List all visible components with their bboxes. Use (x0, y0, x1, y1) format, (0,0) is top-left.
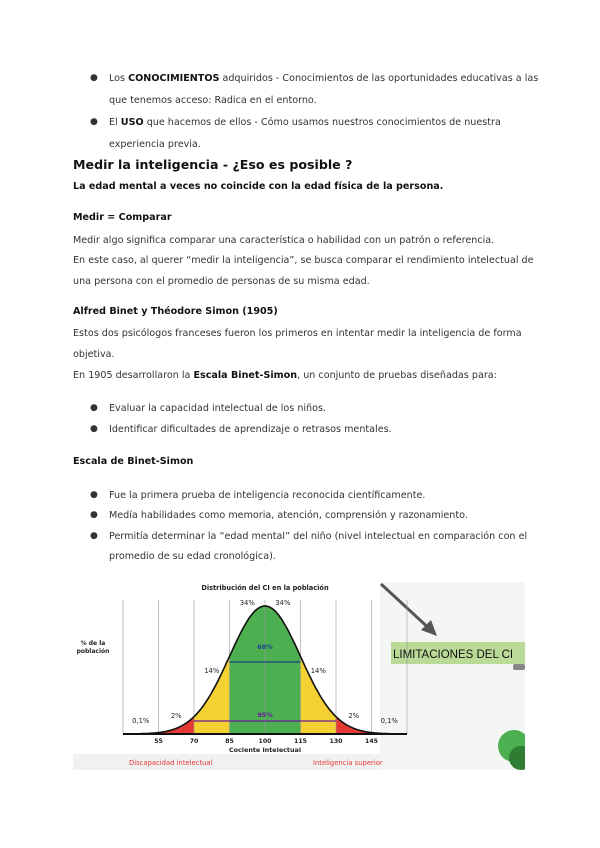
x-tick-label: 70 (189, 738, 199, 745)
bullet-dot: ● (90, 531, 98, 541)
annotation-68: 68% (257, 643, 273, 651)
band-percentage-label: 34% (239, 599, 255, 607)
scale-bullet-1: Fue la primera prueba de inteligencia reconocida científicamente. (109, 490, 426, 501)
scale-heading: Escala de Binet-Simon (73, 456, 194, 467)
x-tick-label: 55 (154, 738, 163, 745)
measure-line-2: En este caso, al querer “medir la inteligencia”, se busca comparar el rendimiento intelectual de (73, 255, 534, 266)
binet-heading: Alfred Binet y Théodore Simon (1905) (73, 306, 278, 317)
x-tick-label: 85 (225, 738, 234, 745)
list1-item-1-cont: que tenemos acceso: Radica en el entorno. (109, 95, 317, 106)
binet-bullet-1: Evaluar la capacidad intelectual de los niños. (109, 403, 327, 414)
chart-title: Distribución del CI en la población (201, 584, 329, 592)
scale-bullet-3-cont: promedio de su edad cronológica). (109, 551, 276, 562)
side-scroll-tab (513, 664, 525, 670)
measure-line-3: una persona con el promedio de personas de su misma edad. (73, 276, 370, 287)
band-percentage-label: 14% (310, 667, 326, 675)
scale-bullet-3: Permitía determinar la “edad mental” del niño (nivel intelectual en comparación con el (109, 531, 528, 542)
band-percentage-label: 0,1% (132, 717, 150, 725)
footer-right-label: Inteligencia superior (313, 759, 383, 767)
x-tick-label: 130 (329, 738, 343, 745)
bullet-dot: ● (90, 490, 98, 500)
list1-item-2-cont: experiencia previa. (109, 139, 201, 150)
annotation-95: 95% (257, 711, 273, 719)
bullet-dot: ● (90, 117, 98, 127)
band-percentage-label: 2% (170, 712, 182, 720)
bullet-dot: ● (90, 510, 98, 520)
binet-line-2: objetiva. (73, 349, 115, 360)
footer-left-label: Discapacidad intelectual (129, 759, 213, 767)
y-axis-label: % de la (80, 640, 106, 647)
bullet-dot: ● (90, 403, 98, 413)
section-subtitle: La edad mental a veces no coincide con la edad física de la persona. (73, 181, 444, 192)
x-tick-label: 115 (294, 738, 307, 745)
iq-distribution-figure (73, 582, 525, 770)
bullet-dot: ● (90, 424, 98, 434)
band-percentage-label: 14% (204, 667, 220, 675)
binet-line-1: Estos dos psicólogos franceses fueron los primeros en intentar medir la inteligencia de forma (73, 328, 522, 339)
band-percentage-label: 2% (348, 712, 360, 720)
band-percentage-label: 0,1% (380, 717, 398, 725)
x-axis-label: Cociente intelectual (228, 746, 302, 754)
scale-bullet-2: Medía habilidades como memoria, atención, comprensión y razonamiento. (109, 510, 468, 521)
list1-item-1: Los CONOCIMIENTOS adquiridos - Conocimientos de las oportunidades educativas a las (109, 73, 539, 84)
list1-item-2: El USO que hacemos de ellos - Cómo usamos nuestros conocimientos de nuestra (109, 117, 501, 128)
measure-heading: Medir = Comparar (73, 212, 172, 223)
binet-bullet-2: Identificar dificultades de aprendizaje o retrasos mentales. (109, 424, 392, 435)
measure-line-1: Medir algo significa comparar una característica o habilidad con un patrón o referencia. (73, 235, 495, 246)
y-axis-label: población (76, 648, 110, 655)
band-percentage-label: 34% (275, 599, 291, 607)
side-label: LIMITACIONES DEL CI (393, 649, 514, 661)
x-tick-label: 145 (365, 738, 378, 745)
x-tick-label: 100 (258, 738, 272, 745)
binet-line-3: En 1905 desarrollaron la Escala Binet-Simon, un conjunto de pruebas diseñadas para: (73, 370, 497, 381)
section-heading: Medir la inteligencia - ¿Eso es posible ? (73, 157, 353, 172)
bullet-dot: ● (90, 73, 98, 83)
